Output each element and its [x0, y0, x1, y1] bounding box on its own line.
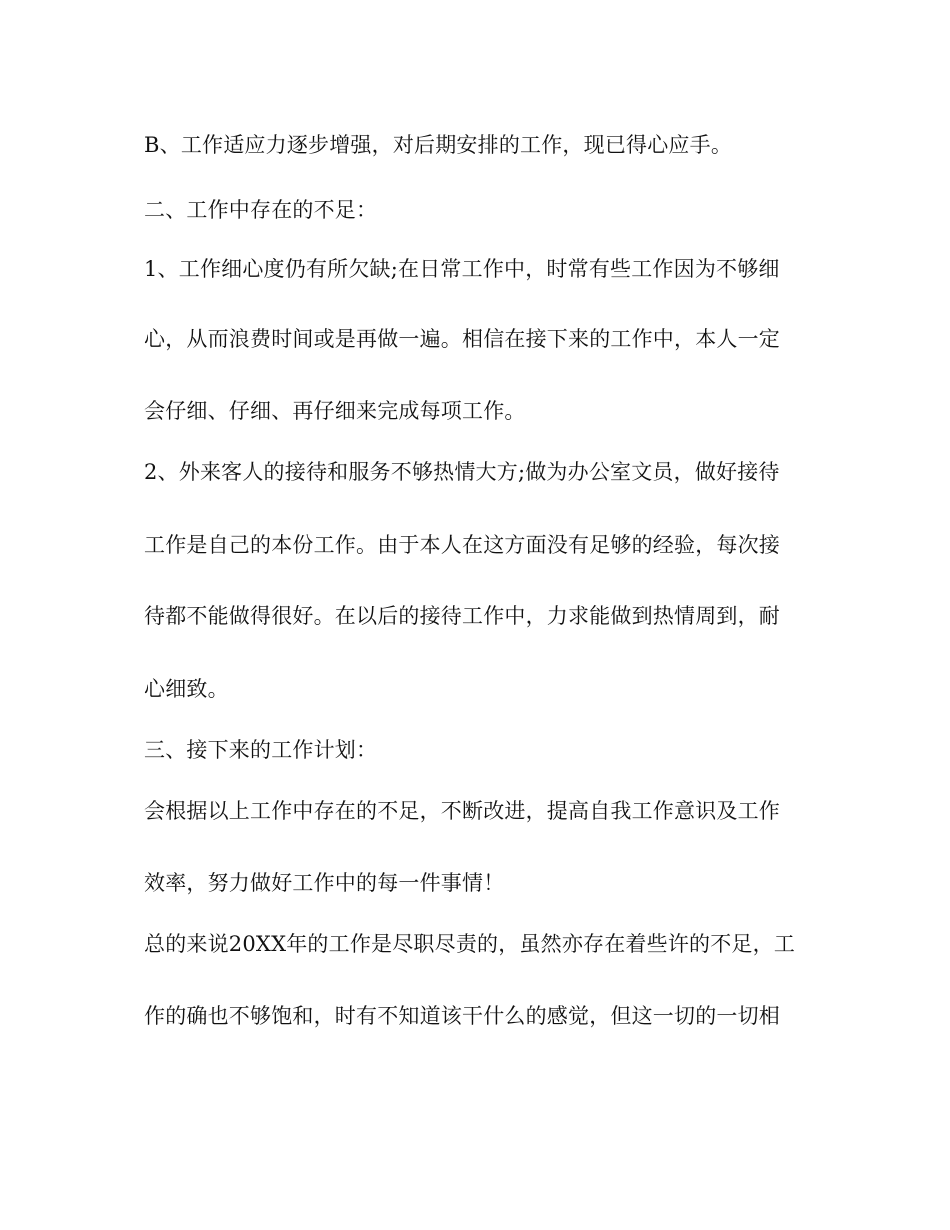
- text-line-14: 作的确也不够饱和，时有不知道该干什么的感觉，但这一切的一切相: [144, 1004, 780, 1028]
- text-line-6: 2、外来客人的接待和服务不够热情大方;做为办公室文员，做好接待: [144, 460, 780, 484]
- text-line-5: 会仔细、仔细、再仔细来完成每项工作。: [144, 399, 526, 423]
- text-line-3: 1、工作细心度仍有所欠缺;在日常工作中，时常有些工作因为不够细: [144, 257, 780, 281]
- text-line-1: B、工作适应力逐步增强，对后期安排的工作，现已得心应手。: [144, 133, 733, 157]
- text-line-9: 心细致。: [144, 677, 229, 701]
- text-line-8: 待都不能做得很好。在以后的接待工作中，力求能做到热情周到，耐: [144, 604, 780, 628]
- text-line-7: 工作是自己的本份工作。由于本人在这方面没有足够的经验，每次接: [144, 533, 780, 557]
- text-line-11: 会根据以上工作中存在的不足，不断改进，提高自我工作意识及工作: [144, 799, 780, 823]
- text-line-12: 效率，努力做好工作中的每一件事情！: [144, 871, 505, 895]
- text-line-4: 心，从而浪费时间或是再做一遍。相信在接下来的工作中，本人一定: [144, 327, 780, 351]
- section-heading-shortcomings: 二、工作中存在的不足：: [144, 198, 378, 222]
- section-heading-plan: 三、接下来的工作计划：: [144, 738, 378, 762]
- text-line-13: 总的来说20XX年的工作是尽职尽责的，虽然亦存在着些许的不足，工: [144, 932, 796, 956]
